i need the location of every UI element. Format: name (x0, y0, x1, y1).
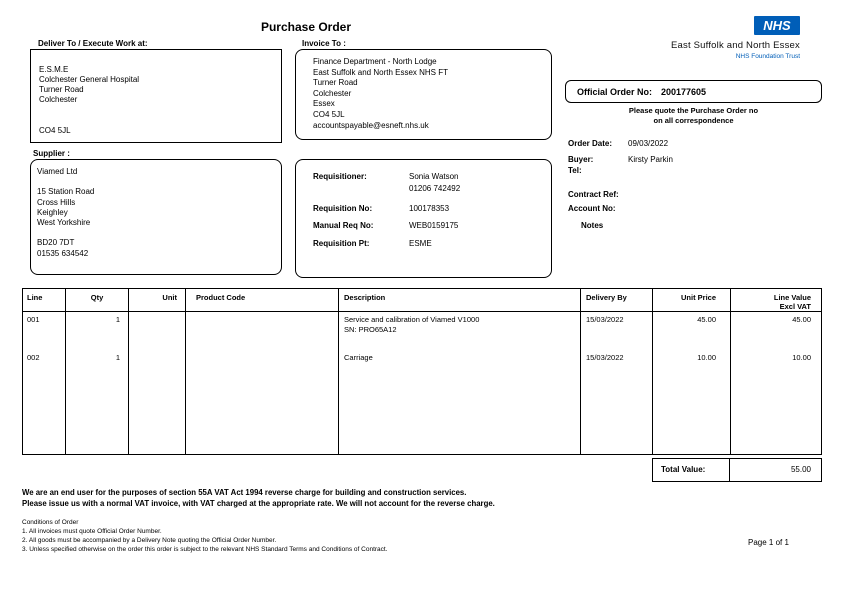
row1-line: 001 (27, 315, 40, 324)
col-unit-price (653, 312, 731, 454)
col-header-unit: Unit (129, 289, 186, 311)
total-value-amount: 55.00 (729, 458, 822, 482)
account-no-label: Account No: (568, 204, 616, 213)
row2-description: Carriage (344, 353, 373, 362)
nhs-logo: NHS (754, 16, 800, 35)
order-date-label: Order Date: (568, 139, 613, 148)
page-number: Page 1 of 1 (748, 538, 789, 547)
row1-line-value: 45.00 (792, 315, 811, 324)
contract-ref-label: Contract Ref: (568, 190, 619, 199)
buyer-label: Buyer: (568, 155, 594, 164)
row1-description: Service and calibration of Viamed V1000 SN: PRO65A12 (344, 315, 480, 334)
col-product-code (186, 312, 339, 454)
condition-item-1: 1. All invoices must quote Official Order Number. (22, 528, 162, 535)
invoice-to-label: Invoice To : (302, 39, 346, 48)
order-date-value: 09/03/2022 (628, 139, 669, 148)
requisition-pt-value: ESME (409, 239, 432, 248)
requisition-pt-label: Requisition Pt: (313, 239, 370, 248)
vat-reverse-charge-notice: We are an end user for the purposes of section 55A VAT Act 1994 reverse charge for building and construction services. Please issue us with a normal VAT invoice, with VAT charged at the appropriate rate. We will not account for the reverse charge. (22, 488, 495, 508)
requisitioner-label: Requisitioner: (313, 172, 367, 181)
requisition-box (295, 159, 552, 278)
nhs-branding (671, 16, 800, 60)
manual-req-no-value: WEB0159175 (409, 221, 459, 230)
supplier-label: Supplier : (33, 149, 70, 158)
col-line-value (731, 312, 821, 454)
tel-label: Tel: (568, 166, 582, 175)
col-header-delivery-by: Delivery By (581, 289, 653, 311)
row2-line-value: 10.00 (792, 353, 811, 362)
col-header-description: Description (339, 289, 581, 311)
col-description (339, 312, 581, 454)
requisition-no-value: 100178353 (409, 204, 450, 213)
condition-item-2: 2. All goods must be accompanied by a Delivery Note quoting the Official Order Number. (22, 537, 277, 544)
col-line (23, 312, 66, 454)
col-header-product-code: Product Code (186, 289, 339, 311)
row2-unit-price: 10.00 (697, 353, 716, 362)
line-table-header (22, 288, 822, 312)
row1-delivery-by: 15/03/2022 (586, 315, 624, 324)
row1-qty: 1 (115, 315, 120, 324)
row1-unit-price: 45.00 (697, 315, 716, 324)
conditions-of-order (22, 518, 622, 554)
page-title: Purchase Order (260, 20, 352, 34)
buyer-value: Kirsty Parkin (628, 155, 673, 164)
requisitioner-name: Sonia Watson (409, 172, 459, 181)
row2-line: 002 (27, 353, 40, 362)
col-header-line: Line (23, 289, 66, 311)
requisitioner-phone: 01206 742492 (409, 184, 461, 193)
deliver-to-address: E.S.M.E Colchester General Hospital Turner Road Colchester (39, 65, 140, 104)
deliver-to-box (30, 49, 282, 143)
deliver-to-postcode: CO4 5JL (39, 126, 71, 135)
supplier-box: Viamed Ltd 15 Station Road Cross Hills Keighley West Yorkshire BD20 7DT 01535 634542 (30, 159, 282, 275)
invoice-to-box: Finance Department - North Lodge East Suffolk and North Essex NHS FT Turner Road Colchester Essex CO4 5JL accountspayable@esneft.nhs.uk (295, 49, 552, 140)
requisition-no-label: Requisition No: (313, 204, 373, 213)
col-header-line-value: Line Value Excl VAT (773, 293, 811, 311)
row2-qty: 1 (115, 353, 120, 362)
condition-item-3: 3. Unless specified otherwise on the order this order is subject to the relevant NHS Standard Terms and Conditions of Contract. (22, 546, 388, 553)
nhs-trust-name: East Suffolk and North Essex (671, 40, 800, 51)
manual-req-no-label: Manual Req No: (313, 221, 374, 230)
nhs-foundation-trust-label: NHS Foundation Trust (735, 53, 800, 60)
conditions-title: Conditions of Order (22, 519, 79, 526)
official-order-number: 200177605 (661, 86, 707, 97)
quote-order-note: Please quote the Purchase Order no on all correspondence (628, 106, 759, 125)
official-order-box (565, 80, 822, 103)
row2-delivery-by: 15/03/2022 (586, 353, 624, 362)
col-header-qty: Qty (66, 289, 129, 311)
notes-label: Notes (581, 221, 604, 230)
official-order-label: Official Order No: (577, 86, 653, 97)
col-qty (66, 312, 129, 454)
col-unit (129, 312, 186, 454)
line-table-body (22, 312, 822, 455)
total-value-label: Total Value: (652, 458, 730, 482)
deliver-to-label: Deliver To / Execute Work at: (38, 39, 148, 48)
col-header-unit-price: Unit Price (653, 289, 731, 311)
col-delivery-by (581, 312, 653, 454)
